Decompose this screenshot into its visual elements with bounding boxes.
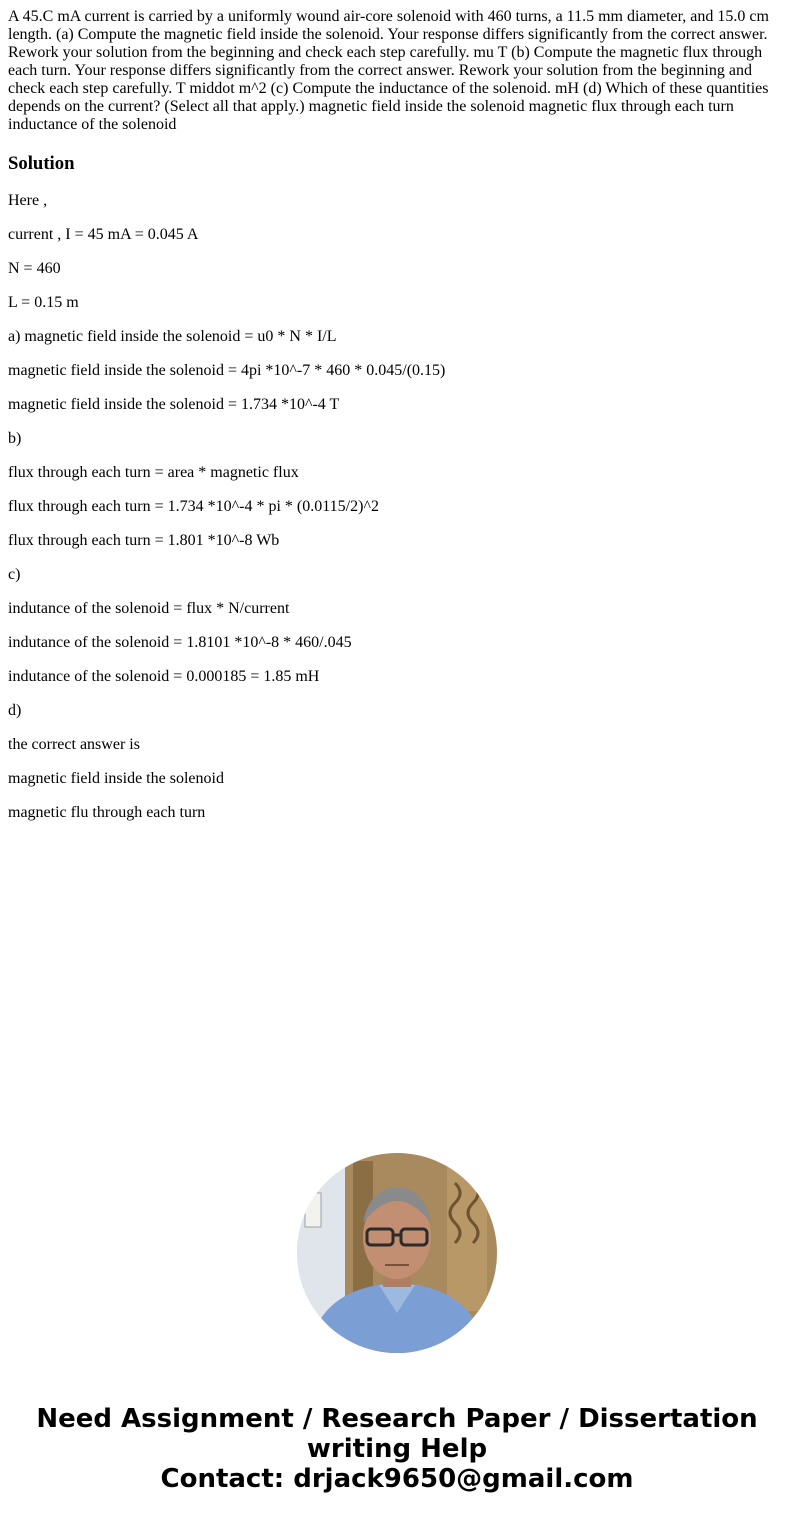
author-avatar	[297, 1153, 497, 1353]
solution-line: indutance of the solenoid = flux * N/current	[8, 600, 290, 617]
question-text: A 45.C mA current is carried by a uniformly wound air-core solenoid with 460 turns, a 11.5 mm diameter, and 15.0 cm length. (a) Compute the magnetic field inside the solenoid. Your response differs significantly from the correct answer. Rework your solution from the beginning and check each step carefully. mu T (b) Compute the magnetic flux through each turn. Your response differs significantly from the correct answer. Rework your solution from the beginning and check each step carefully. T middot m^2 (c) Compute the inductance of the solenoid. mH (d) Which of these quantities depends on the current? (Select all that apply.) magnetic field inside the solenoid magnetic flux through each turn inductance of the solenoid	[8, 8, 769, 133]
solution-line: magnetic field inside the solenoid = 4pi *10^-7 * 460 * 0.045/(0.15)	[8, 362, 446, 379]
promo-line: Need Assignment / Research Paper / Dissertation	[36, 1404, 758, 1434]
solution-line: N = 460	[8, 260, 61, 277]
solution-line: b)	[8, 430, 22, 447]
solution-line: magnetic field inside the solenoid = 1.734 *10^-4 T	[8, 396, 340, 413]
solution-line: c)	[8, 566, 21, 583]
contact-line: Contact: drjack9650@gmail.com	[160, 1464, 634, 1494]
promo-banner	[0, 1404, 794, 1494]
solution-line: magnetic field inside the solenoid	[8, 770, 224, 787]
author-portrait	[297, 1153, 497, 1353]
solution-heading: Solution	[8, 153, 75, 174]
solution-line: Here ,	[8, 192, 48, 209]
solution-steps	[8, 192, 784, 838]
solution-line: d)	[8, 702, 22, 719]
solution-line: flux through each turn = 1.734 *10^-4 * pi * (0.0115/2)^2	[8, 498, 379, 515]
solution-line: the correct answer is	[8, 736, 140, 753]
promo-line: writing Help	[306, 1434, 488, 1464]
solution-line: magnetic flu through each turn	[8, 804, 206, 821]
solution-line: flux through each turn = area * magnetic flux	[8, 464, 299, 481]
solution-line: current , I = 45 mA = 0.045 A	[8, 226, 199, 243]
solution-line: a) magnetic field inside the solenoid = u0 * N * I/L	[8, 328, 337, 345]
solution-line: indutance of the solenoid = 1.8101 *10^-8 * 460/.045	[8, 634, 352, 651]
solution-line: flux through each turn = 1.801 *10^-8 Wb	[8, 532, 280, 549]
solution-line: L = 0.15 m	[8, 294, 79, 311]
solution-line: indutance of the solenoid = 0.000185 = 1.85 mH	[8, 668, 320, 685]
